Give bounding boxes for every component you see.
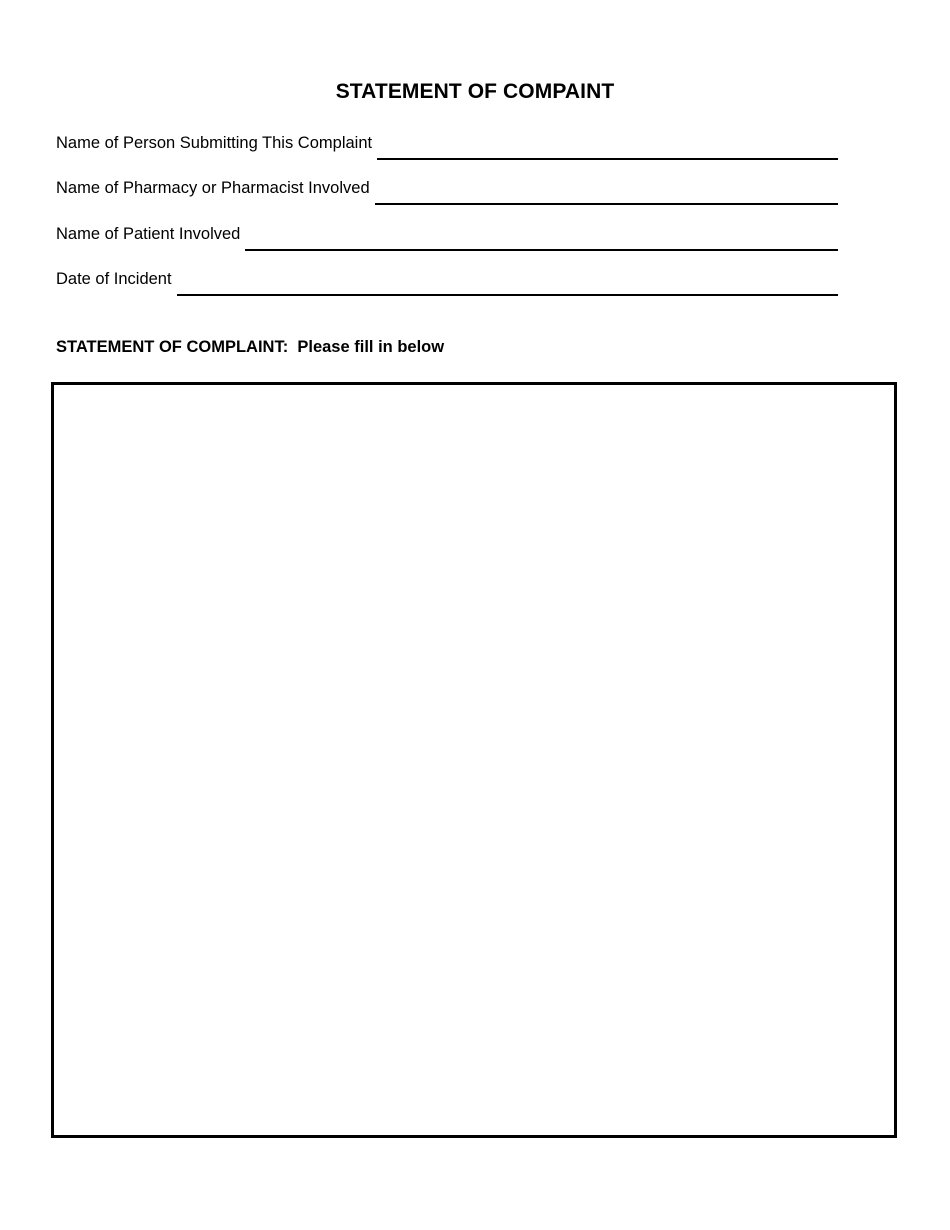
field-row-submitter: [56, 133, 838, 153]
complaint-text-area[interactable]: [51, 382, 897, 1138]
submitter-name-field[interactable]: [377, 140, 838, 160]
complaint-section-heading: STATEMENT OF COMPLAINT: Please fill in below: [56, 338, 445, 356]
form-title: STATEMENT OF COMPAINT: [335, 80, 615, 103]
field-row-pharmacy: [56, 178, 838, 198]
incident-date-field[interactable]: [177, 276, 838, 296]
field-row-date: [56, 269, 838, 289]
pharmacy-name-field[interactable]: [375, 185, 838, 205]
incident-date-label: Date of Incident: [56, 270, 172, 288]
submitter-name-label: Name of Person Submitting This Complaint: [56, 134, 373, 152]
patient-name-field[interactable]: [245, 231, 838, 251]
patient-name-label: Name of Patient Involved: [56, 225, 241, 243]
pharmacy-name-label: Name of Pharmacy or Pharmacist Involved: [56, 179, 370, 197]
field-row-patient: [56, 224, 838, 244]
